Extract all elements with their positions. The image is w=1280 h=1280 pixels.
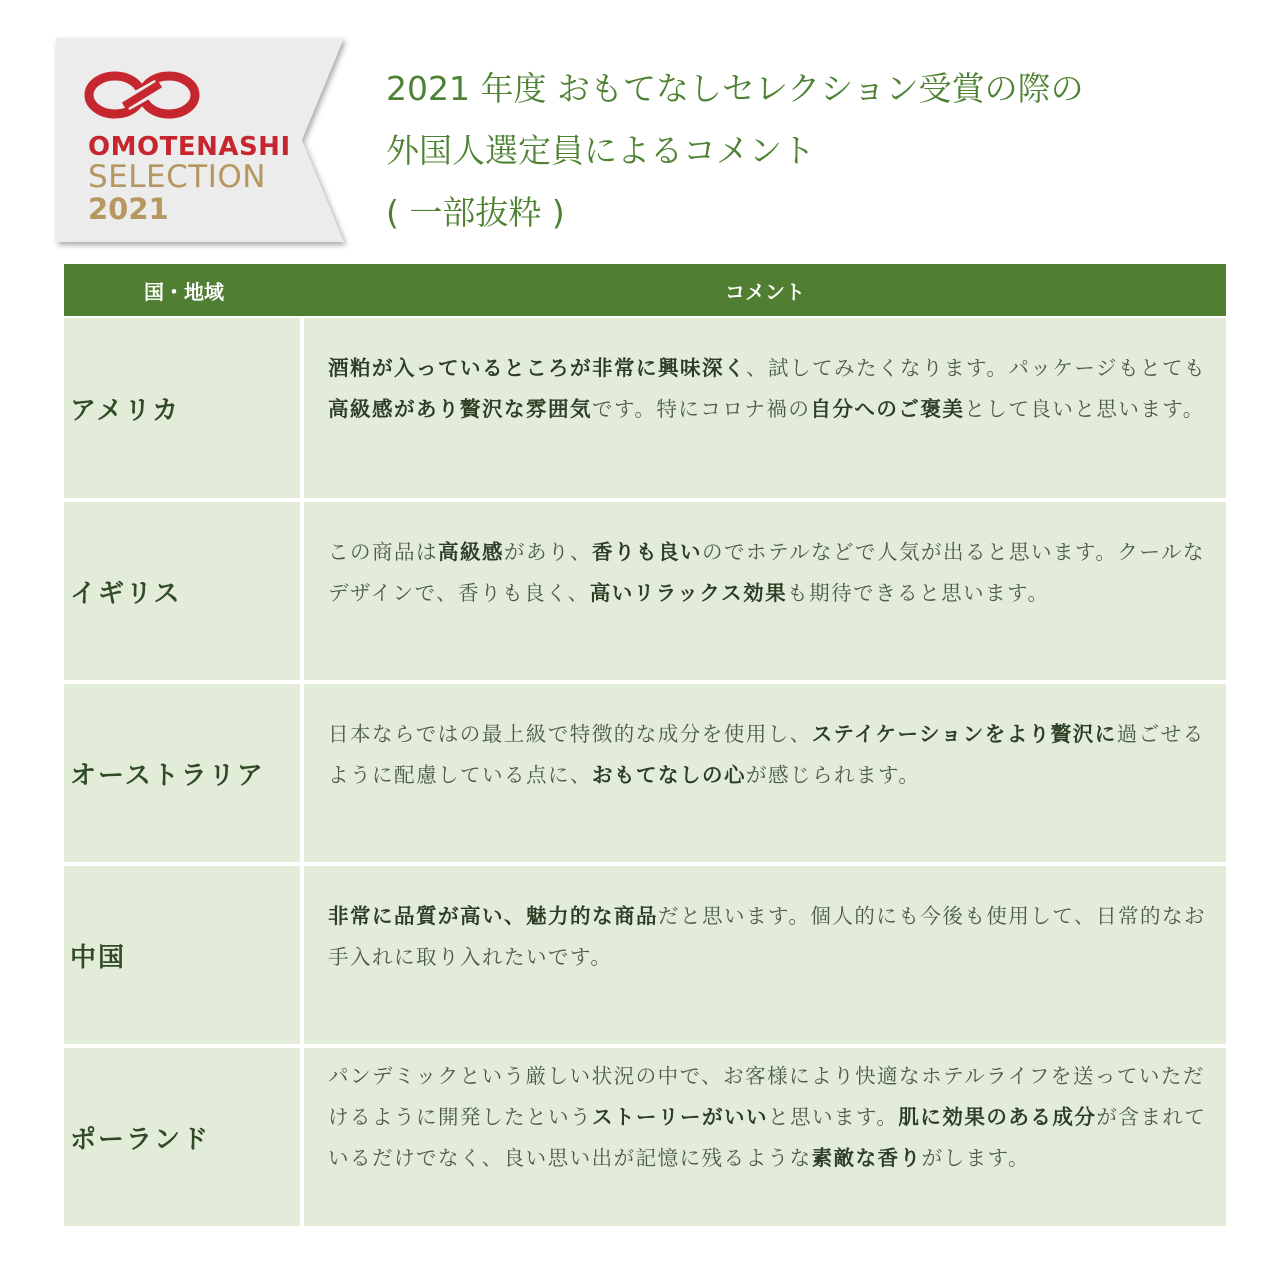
region-cell: オーストラリア [64,684,300,862]
table-row [64,318,1226,498]
comment-highlight: 高級感があり贅沢な雰囲気 [328,397,592,421]
comment-highlight: 高いリラックス効果 [589,581,788,605]
comment-text: です。特にコロナ禍の [592,397,811,421]
comment-cell [304,684,1226,862]
table-row [64,502,1226,680]
comment-text: だと思います。個人的にも今後も使用して、日常的なお手入れに取り入れたいです。 [328,904,1206,969]
comment-highlight: 自分へのご褒美 [810,397,965,421]
title-line-1: 2021 年度 おもてなしセレクション受賞の際の [386,69,1084,108]
comment-text: 過ごせるように配慮している点に、 [328,722,1205,787]
badge-line-selection: SELECTION [88,159,266,195]
title-line-3: ( 一部抜粋 ) [386,193,565,232]
comment-highlight: 非常に品質が高い、魅力的な商品 [328,904,658,928]
comment-text: があり、 [504,540,592,564]
comment-highlight: ストーリーがいい [592,1105,768,1129]
comment-text: が含まれているだけでなく、良い思い出が記憶に残るような [328,1105,1207,1170]
table-header [64,264,1226,316]
table-body [64,318,1226,1226]
omotenashi-badge [56,38,344,242]
comment-text: パンデミックという厳しい状況の中で、お客様により快適なホテルライフを送っていただけるように開発したという [328,1064,1205,1129]
table-row [64,866,1226,1044]
region-cell: イギリス [64,502,300,680]
comment-text: として良いと思います。 [964,397,1205,421]
comment-highlight: 香りも良い [592,540,702,564]
region-cell: 中国 [64,866,300,1044]
comment-highlight: 高級感 [438,540,504,564]
comment-cell [304,502,1226,680]
comment-text: がします。 [921,1146,1030,1170]
comment-text: 日本ならではの最上級で特徴的な成分を使用し、 [328,722,812,746]
comment-text: 、試してみたくなります。パッケージもとても [746,356,1206,380]
header-comment: コメント [725,279,805,304]
comment-highlight: おもてなしの心 [592,763,746,787]
region-cell: ポーランド [64,1048,300,1226]
badge-text [88,134,291,224]
page-title [386,58,1084,244]
badge-line-year: 2021 [88,192,169,226]
table-row [64,1048,1226,1226]
comment-highlight: 肌に効果のある成分 [898,1105,1097,1129]
title-line-2: 外国人選定員によるコメント [386,131,815,170]
region-cell: アメリカ [64,318,300,498]
comment-text: も期待できると思います。 [787,581,1050,605]
comment-highlight: 素敵な香り [811,1146,922,1170]
comment-text: のでホテルなどで人気が出ると思います。クールなデザインで、香りも良く、 [328,540,1205,605]
comment-highlight: ステイケーションをより贅沢に [811,722,1117,746]
comment-cell [304,866,1226,1044]
comment-highlight: 酒粕が入っているところが非常に興味深く [328,356,746,380]
comment-text: と思います。 [768,1105,899,1129]
table-row [64,684,1226,862]
comment-text: この商品は [328,540,438,564]
comment-cell [304,1048,1226,1226]
comments-table [64,264,1226,1226]
header-region: 国・地域 [144,279,224,304]
comment-cell [304,318,1226,498]
comment-text: が感じられます。 [746,763,921,787]
badge-line-omotenashi: OMOTENASHI [88,132,291,162]
